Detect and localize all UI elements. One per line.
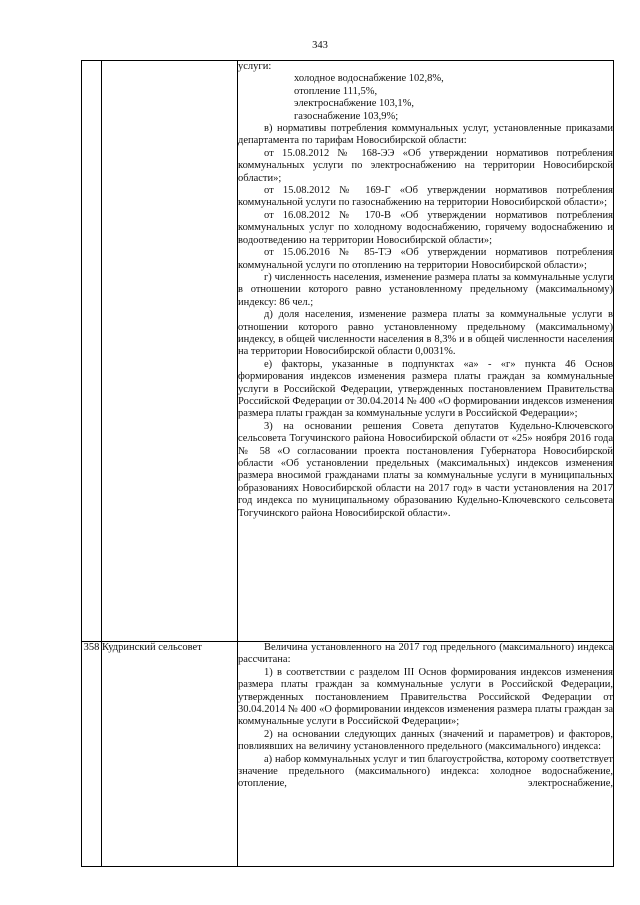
- municipality-name-cell: [102, 61, 238, 642]
- paragraph: г) численность населения, изменение размера платы за коммунальные услуги в отношении которого равно установленному предельному (максимальному) индексу: 86 чел.;: [238, 271, 613, 308]
- document-table: [81, 60, 614, 867]
- row-number-cell: [82, 61, 102, 642]
- paragraph: е) факторы, указанные в подпунктах «а» - «г» пункта 46 Основ формирования индексов изменения размера платы граждан за коммунальные услуги в Российской Федерации, утвержденных постановлением Правительства Российской Федерации от 30.04.2014 № 400 «О формировании индексов изменения размера платы граждан за коммунальные услуги в Российской Федерации»;: [238, 358, 613, 420]
- paragraph: 3) на основании решения Совета депутатов Кудельно-Ключевского сельсовета Тогучинского района Новосибирской области от «25» ноября 2016 года № 58 «О согласовании проекта постановления Губернатора Новосибирской области «Об установлении предельных (максимальных) индексов изменения размера вносимой гражданами платы за коммунальные услуги в муниципальных образованиях Новосибирской области на 2017 год» в части установления на 2017 год индекса по муниципальному образованию Кудельно-Ключевского сельсовета Тогучинского района Новосибирской области».: [238, 420, 613, 519]
- paragraph: услуги:: [238, 61, 272, 72]
- list-item: электроснабжение 103,1%,: [294, 98, 414, 110]
- paragraph: 2) на основании следующих данных (значений и параметров) и факторов, повлиявших на величину установленного предельного (максимального) индекса:: [238, 728, 613, 753]
- list-item: холодное водоснабжение 102,8%,: [294, 73, 444, 85]
- paragraph: от 15.06.2016 № 85-ТЭ «Об утверждении нормативов потребления коммунальной услуги по отоплению на территории Новосибирской области»;: [238, 247, 613, 271]
- municipality-name-cell: Кудринский сельсовет: [102, 642, 238, 867]
- table-row: [82, 642, 614, 867]
- justification-cell: [238, 642, 614, 867]
- paragraph: 1) в соответствии с разделом III Основ формирования индексов изменения размера платы граждан за коммунальные услуги в Российской Федерации, утвержденных постановлением Правительства Российской Федерации от 30.04.2014 № 400 «О формировании индексов изменения размера платы граждан за коммунальные услуги в Российской Федерации»;: [238, 666, 613, 728]
- table-row: [82, 61, 614, 642]
- paragraph: а) набор коммунальных услуг и тип благоустройства, которому соответствует значение предельного (максимального) индекса: холодное водоснабжение, отопление, электроснабжение,: [238, 753, 613, 790]
- paragraph: д) доля населения, изменение размера платы за коммунальные услуги в отношении которого равно установленному предельному (максимальному) индексу, в общей численности населения в 8,3% и в общей численности населения на территории Новосибирской области 0,0031%.: [238, 309, 613, 358]
- justification-cell: [238, 61, 614, 642]
- list-item: газоснабжение 103,9%;: [294, 110, 399, 122]
- paragraph: Величина установленного на 2017 год предельного (максимального) индекса рассчитана:: [238, 642, 613, 666]
- list-item: отопление 111,5%,: [294, 85, 378, 97]
- paragraph: в) нормативы потребления коммунальных услуг, установленные приказами департамента по тарифам Новосибирской области:: [238, 123, 613, 147]
- paragraph: от 16.08.2012 № 170-В «Об утверждении нормативов потребления коммунальных услуг по холодному водоснабжению, горячему водоснабжению и водоотведению на территории Новосибирской области»;: [238, 209, 613, 246]
- page-number: 343: [312, 40, 328, 51]
- row-number-cell: 358: [82, 642, 102, 867]
- paragraph: от 15.08.2012 № 168-ЭЭ «Об утверждении нормативов потребления коммунальных услуги по электроснабжению на территории Новосибирской области»;: [238, 147, 613, 184]
- paragraph: от 15.08.2012 № 169-Г «Об утверждении нормативов потребления коммунальной услуги по газоснабжению на территории Новосибирской области»;: [238, 185, 613, 209]
